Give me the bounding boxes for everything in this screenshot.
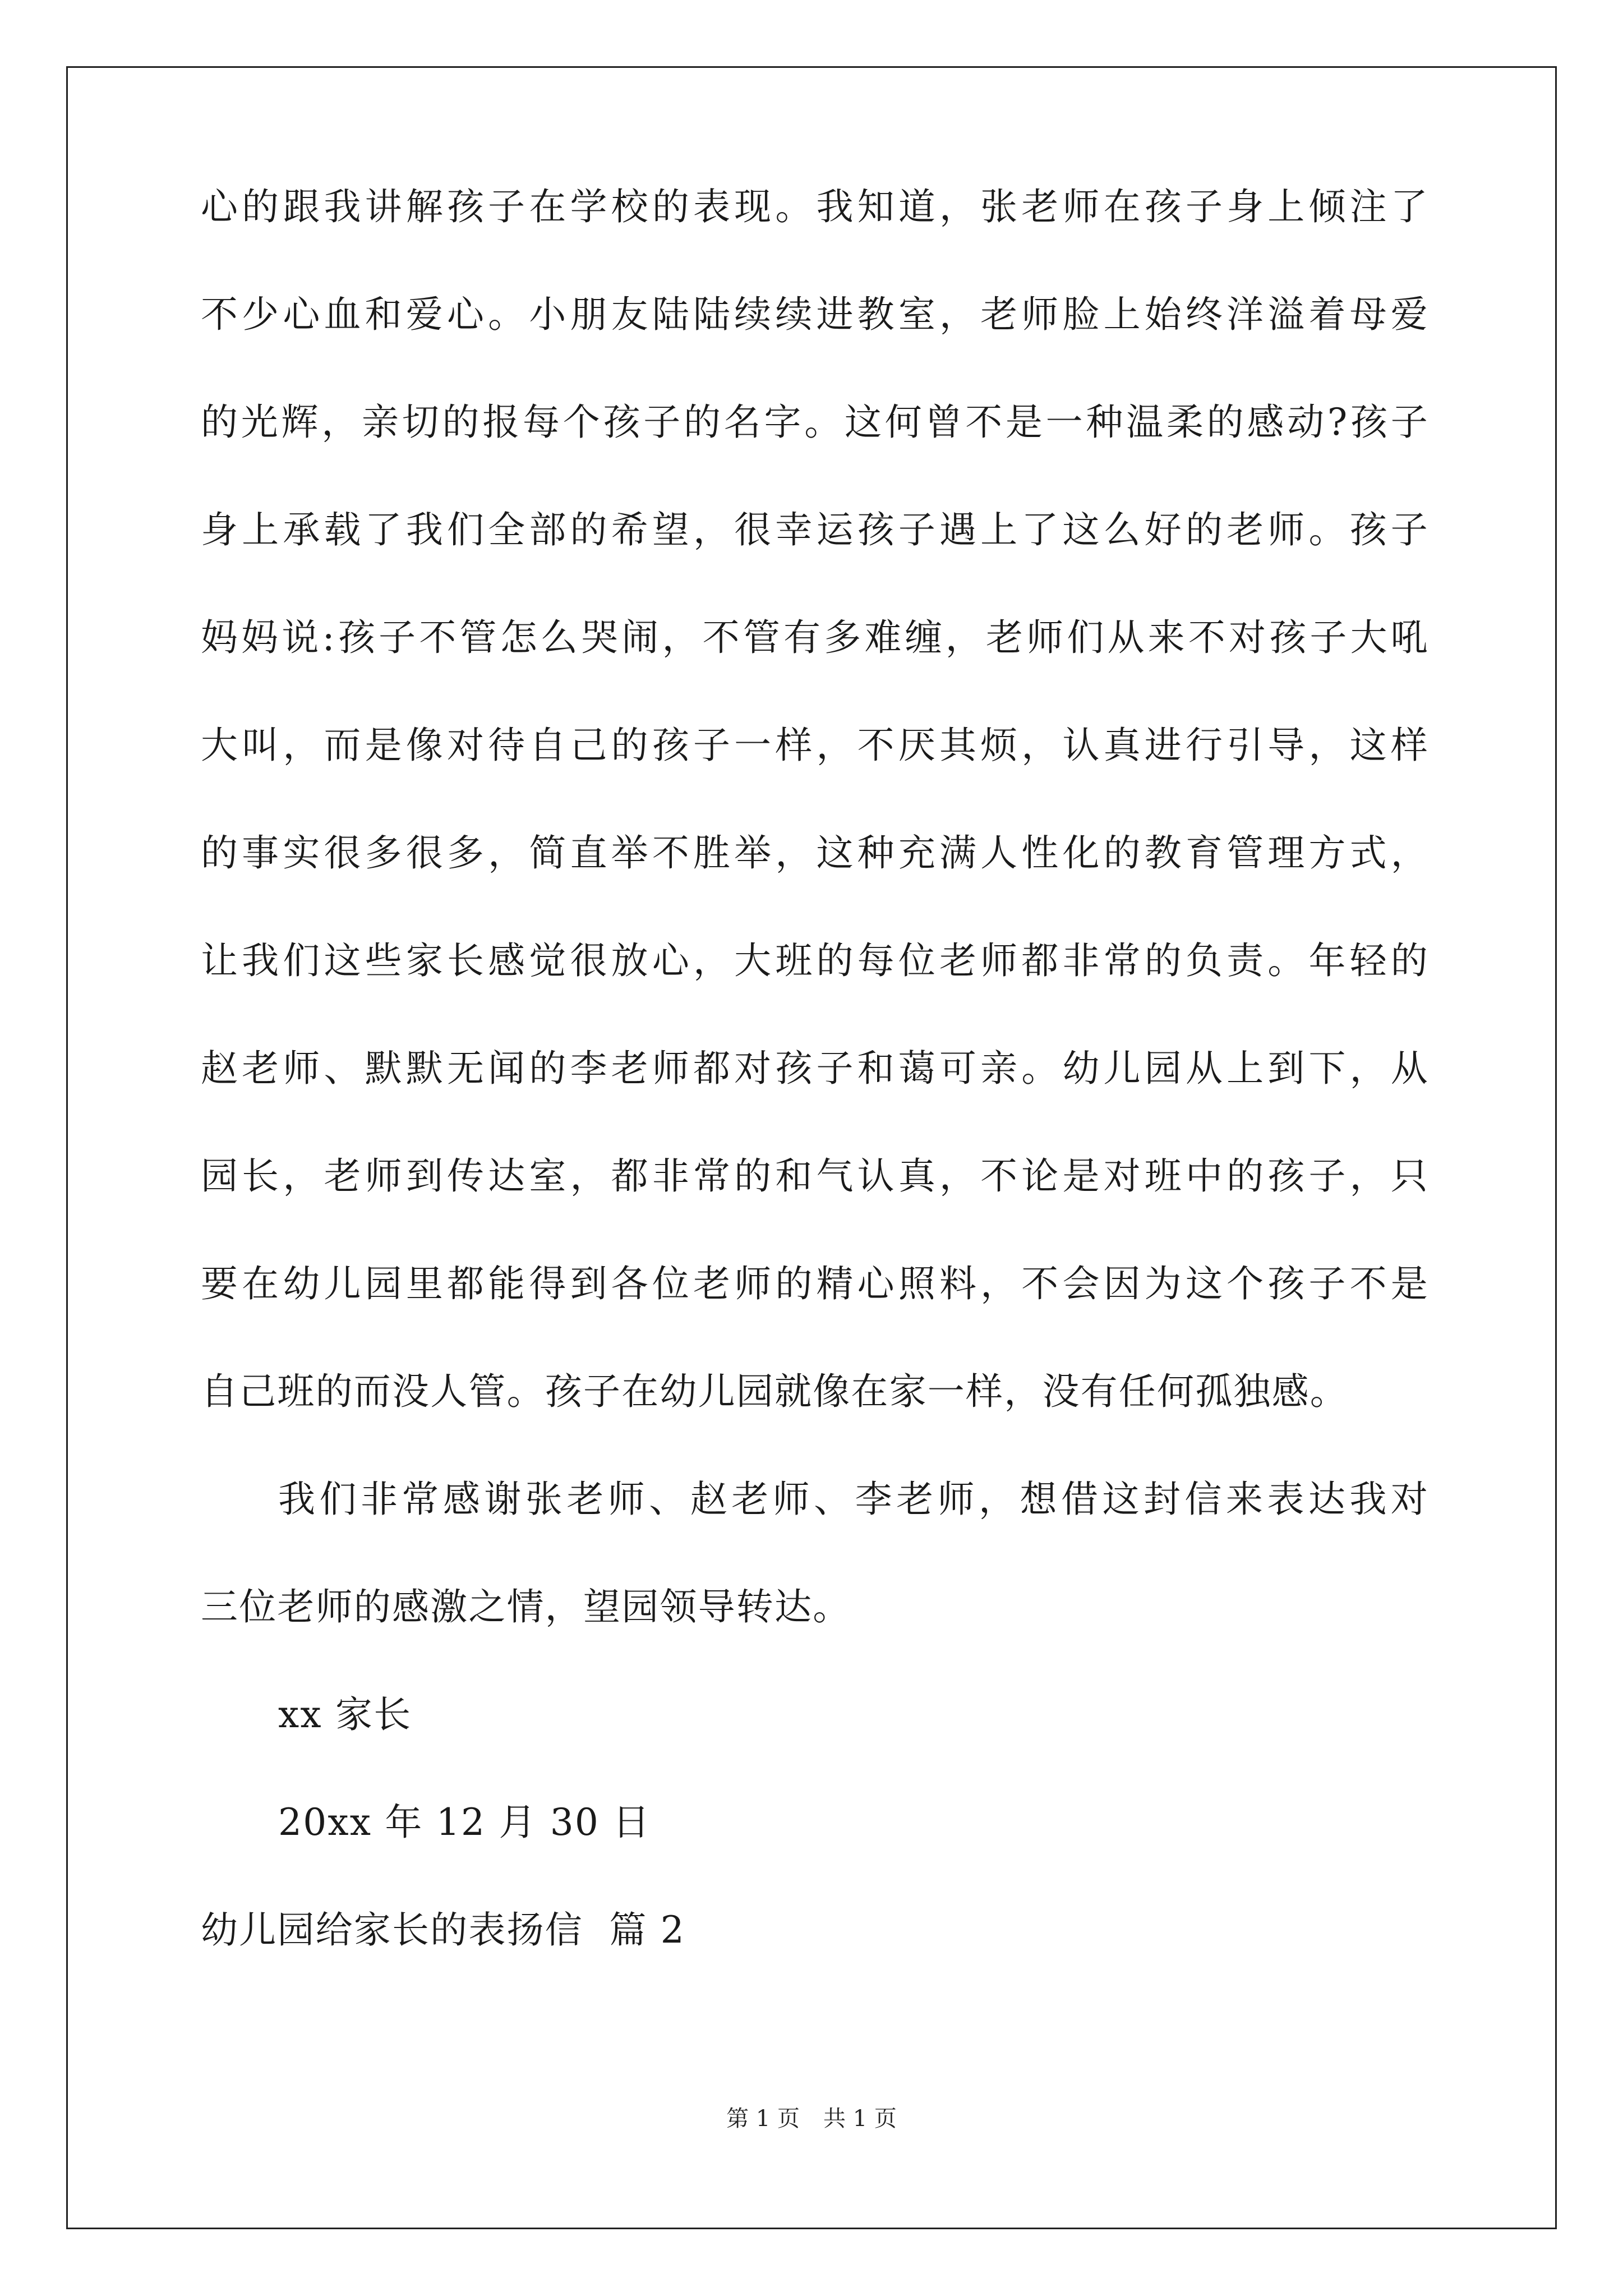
letter-date: 20xx 年 12 月 30 日 — [278, 1801, 651, 1844]
paragraph-1-line-8: 让我们这些家长感觉很放心，大班的每位老师都非常的负责。年轻的 — [201, 939, 1429, 982]
paragraph-2-line-1: 我们非常感谢张老师、赵老师、李老师，想借这封信来表达我对 — [278, 1478, 1429, 1521]
document-body — [201, 180, 1429, 2010]
paragraph-1-line-11: 要在幼儿园里都能得到各位老师的精心照料，不会因为这个孩子不是 — [201, 1262, 1429, 1305]
paragraph-1-line-1: 心的跟我讲解孩子在学校的表现。我知道，张老师在孩子身上倾注了 — [201, 185, 1429, 228]
section-heading: 幼儿园给家长的表扬信 篇 2 — [201, 1908, 685, 1952]
signature: xx 家长 — [278, 1693, 412, 1736]
paragraph-1-line-12: 自己班的而没人管。孩子在幼儿园就像在家一样，没有任何孤独感。 — [201, 1370, 1348, 1413]
paragraph-1-line-7: 的事实很多很多，简直举不胜举，这种充满人性化的教育管理方式， — [201, 831, 1429, 875]
page-number-total: 共 1 页 — [823, 2106, 897, 2132]
paragraph-1-line-9: 赵老师、默默无闻的李老师都对孩子和蔼可亲。幼儿园从上到下，从 — [201, 1047, 1429, 1090]
paragraph-2-line-2: 三位老师的感激之情，望园领导转达。 — [201, 1585, 851, 1628]
paragraph-1-line-5: 妈妈说:孩子不管怎么哭闹，不管有多难缠，老师们从来不对孩子大吼 — [201, 616, 1429, 659]
paragraph-1-line-6: 大叫，而是像对待自己的孩子一样，不厌其烦，认真进行引导，这样 — [201, 724, 1429, 767]
paragraph-1-line-10: 园长，老师到传达室，都非常的和气认真，不论是对班中的孩子，只 — [201, 1154, 1429, 1198]
page-number-current: 第 1 页 — [726, 2106, 800, 2132]
paragraph-1-line-2: 不少心血和爱心。小朋友陆陆续续进教室，老师脸上始终洋溢着母爱 — [201, 293, 1429, 336]
paragraph-1-line-3: 的光辉，亲切的报每个孩子的名字。这何曾不是一种温柔的感动?孩子 — [201, 401, 1429, 444]
paragraph-1-line-4: 身上承载了我们全部的希望，很幸运孩子遇上了这么好的老师。孩子 — [201, 508, 1429, 551]
page-footer — [0, 2105, 1623, 2133]
